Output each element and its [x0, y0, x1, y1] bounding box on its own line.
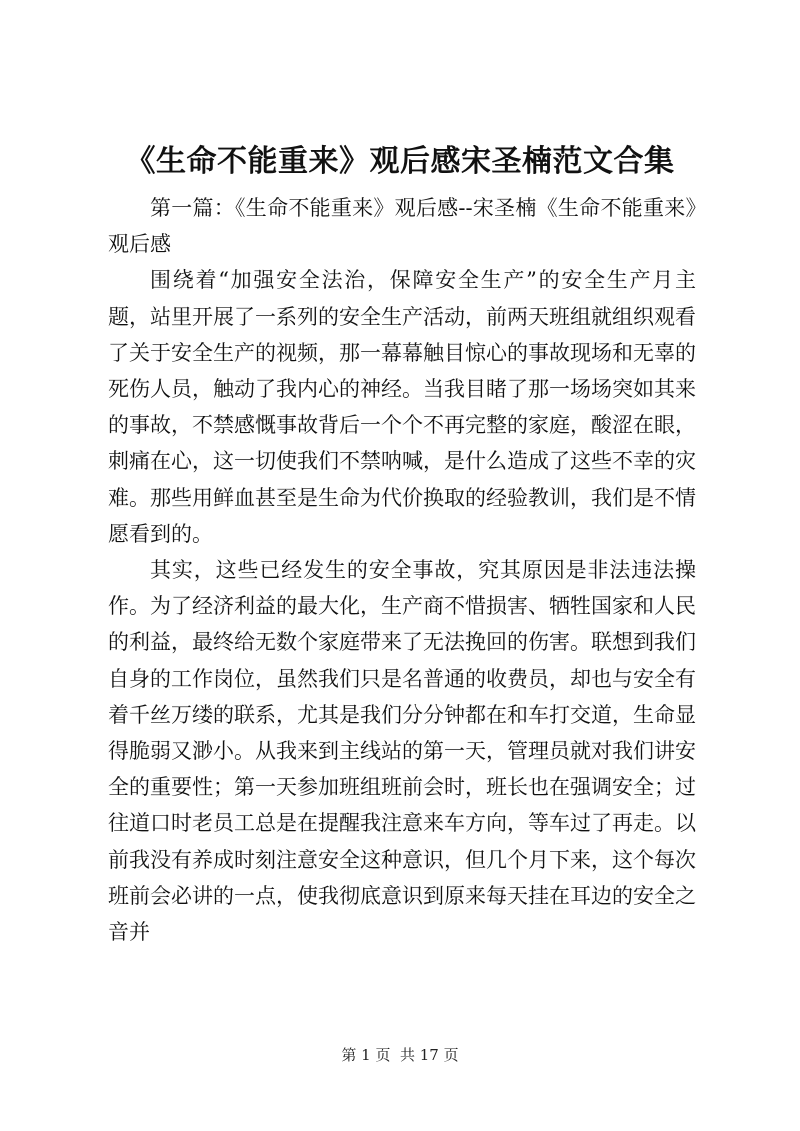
page-number-label: 第 1 页 共 17 页	[341, 1046, 459, 1064]
paragraph-2: 其实，这些已经发生的安全事故，究其原因是非法违法操作。为了经济利益的最大化，生产商不惜损害、牺牲国家和人民的利益，最终给无数个家庭带来了无法挽回的伤害。联想到我们自身的工作岗位，虽然我们只是名普通的收费员，却也与安全有着千丝万缕的联系，尤其是我们分分钟都在和车打交道，生命显得脆弱又渺小。从我来到主线站的第一天，管理员就对我们讲安全的重要性；第一天参加班组班前会时，班长也在强调安全；过往道口时老员工总是在提醒我注意来车方向，等车过了再走。以前我没有养成时刻注意安全这种意识，但几个月下来，这个每次班前会必讲的一点，使我彻底意识到原来每天挂在耳边的安全之音并	[108, 558, 696, 945]
document-body	[108, 190, 696, 950]
paragraph-section-heading: 第一篇：《生命不能重来》观后感--宋圣楠《生命不能重来》观后感	[108, 196, 696, 257]
document-title: 《生命不能重来》观后感宋圣楠范文合集	[125, 144, 675, 179]
paragraph-1: 围绕着“加强安全法治，保障安全生产”的安全生产月主题，站里开展了一系列的安全生产活动，前两天班组就组织观看了关于安全生产的视频，那一幕幕触目惊心的事故现场和无辜的死伤人员，触动了我内心的神经。当我目睹了那一场场突如其来的事故，不禁感慨事故背后一个个不再完整的家庭，酸涩在眼，刺痛在心，这一切使我们不禁呐喊，是什么造成了这些不幸的灾难。那些用鲜血甚至是生命为代价换取的经验教训，我们是不情愿看到的。	[108, 268, 696, 546]
page-footer	[0, 1045, 800, 1065]
